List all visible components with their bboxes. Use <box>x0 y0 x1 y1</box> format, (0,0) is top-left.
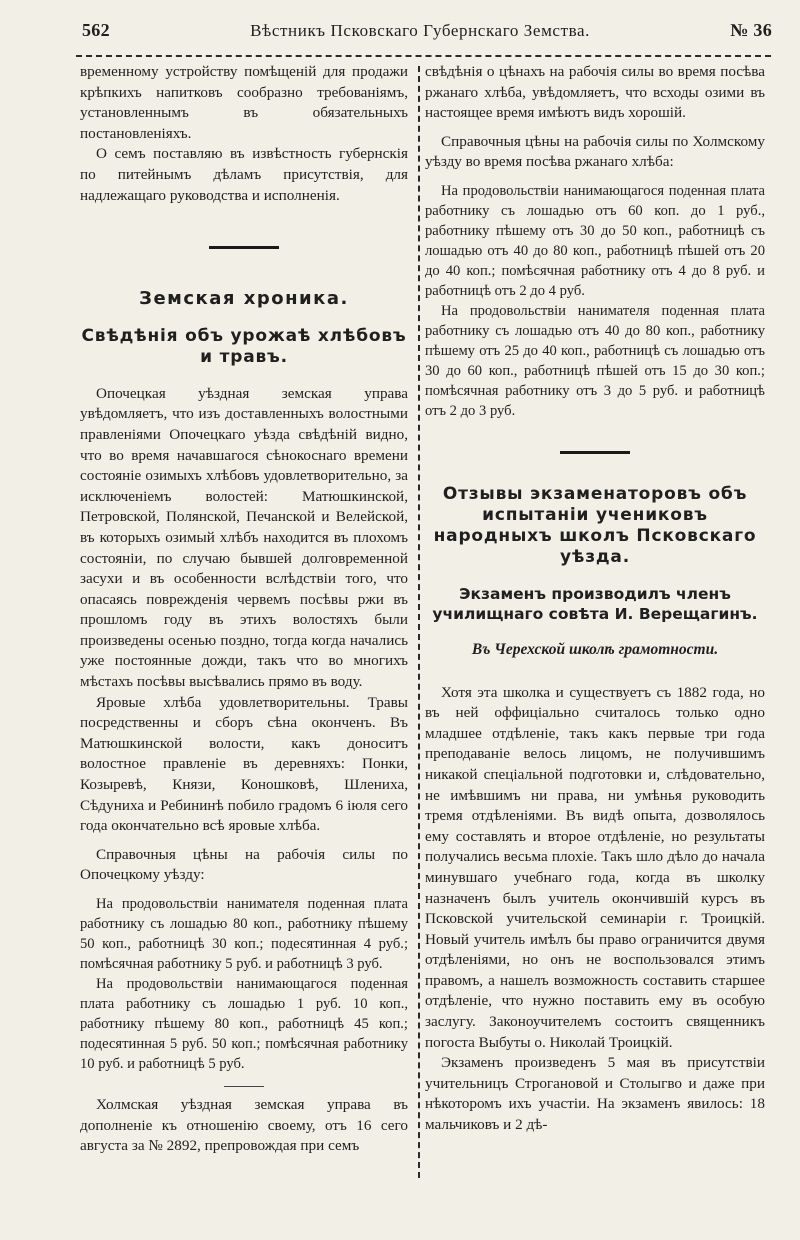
paragraph: На продовольствіи нанимающагося поденная плата работнику съ лошадью отъ 60 коп. до 1 руб., работнику пѣшему отъ 30 до 50 коп., работницѣ съ лошадью отъ 40 до 80 коп., работницѣ пѣшей отъ 20 до 40 коп.; помѣсячная работнику отъ 4 до 8 руб. и работницѣ отъ 2 до 4 руб. <box>425 182 765 299</box>
paragraph: Опочецкая уѣздная земская управа увѣдомляетъ, что изъ доставленныхъ волостными правленіями Опочецкаго уѣзда свѣдѣній видно, что во время начавшагося сѣнокоснаго времени состояніе озимыхъ хлѣбовъ удовлетворительно, за исключеніемъ волостей: Матюшкинской, Петровской, Полянской, Печанской и Велейской, въ которыхъ озимый хлѣбъ находится въ плохомъ состояніи, по случаю бывшей долговременной засухи и въ особенности вслѣдствіи того, что опасаясь поврежденія червемъ посѣвы ржи въ прошломъ году въ этихъ волостяхъ были произведены осенью поздно, тогда когда начались уже постоянные дожди, такъ что во многихъ мѣстахъ посѣвы высѣвались прямо въ воду. <box>80 384 408 691</box>
harvest-heading: Свѣдѣнія объ урожаѣ хлѣбовъ и травъ. <box>81 325 407 367</box>
right-column <box>425 62 765 1136</box>
paragraph: Хотя эта школка и существуетъ съ 1882 года, но въ ней оффиціально считалось только одно младшее отдѣленіе, такъ какъ первые три года преподаваніе велось лицомъ, не получившимъ никакой спеціальной подготовки и, слѣдовательно, не имѣвшимъ ни права, ни умѣнья руководить тремя отдѣленіями. Въ видѣ опыта, дозволялось ему составлять и второе отдѣленіе, но результаты получались весьма плохіе. Такъ шло дѣло до начала минувшаго учебнаго года, когда въ школку назначенъ былъ учитель окончившій курсъ въ Псковской учительской семинаріи г. Троицкій. Новый учитель имѣлъ бы право ограничится двумя отдѣленіями, но онъ не воспользовался этимъ правомъ, а нашелъ возможность составить старшее отдѣленіе, что нужно поставить ему въ особую заслугу. Законоучителемъ состоитъ священникъ погоста Выбуты о. Николай Троицкій. <box>425 683 765 1051</box>
running-title: Вѣстникъ Псковскаго Губернскаго Земства. <box>250 21 590 40</box>
header-rule <box>76 55 771 57</box>
paragraph: Экзаменъ произведенъ 5 мая въ присутствіи учительницъ Строгановой и Столыгво и даже при нѣкоторомъ ихъ участіи. На экзаменъ явилось: 18 мальчиковъ и 2 дѣ- <box>425 1054 765 1134</box>
paragraph: свѣдѣнія о цѣнахъ на рабочія силы во время посѣва ржанаго хлѣба, увѣдомляетъ, что всходы озими въ настоящее время имѣютъ видъ хорошій. <box>425 63 765 122</box>
left-column <box>80 62 408 1157</box>
page-header <box>82 20 772 48</box>
column-divider <box>418 66 420 1178</box>
paragraph: Холмская уѣздная земская управа въ дополненіе къ отношенію своему, отъ 16 сего августа за № 2892, препровождая при семъ <box>80 1096 408 1155</box>
paragraph: О семъ поставляю въ извѣстность губернскія по питейнымъ дѣламъ присутствія, для надлежащаго руководства и исполненія. <box>80 145 408 204</box>
issue-number: № 36 <box>730 20 772 40</box>
paragraph: На продовольствіи нанимающагося поденная плата работнику съ лошадью 1 руб. 10 коп., работнику пѣшему 80 коп., работницѣ 45 коп.; подесятинная 5 руб. 50 коп.; помѣсячная работнику 10 руб. и работницѣ 5 руб. <box>80 976 408 1072</box>
paragraph: временному устройству помѣщеній для продажи крѣпкихъ напитковъ сообразно требованіямъ, установленнымъ въ обязательныхъ постановленіяхъ. <box>80 63 408 142</box>
paragraph: Справочныя цѣны на рабочія силы по Холмскому уѣзду во время посѣва ржанаго хлѣба: <box>425 132 765 171</box>
chronicle-heading: Земская хроника. <box>139 288 349 310</box>
exam-subheading: Экзаменъ производилъ членъ училищнаго совѣта И. Верещагинъ. <box>432 584 758 623</box>
paragraph: Справочныя цѣны на рабочія силы по Опочецкому уѣзду: <box>80 845 408 884</box>
paragraph: На продовольствіи нанимателя поденная плата работнику съ лошадью отъ 40 до 80 коп., работнику пѣшему отъ 25 до 40 коп., работницѣ съ лошадью отъ 30 до 60 коп., работницѣ пѣшей отъ 15 до 30 коп.; помѣсячная работнику отъ 3 до 5 руб. и работницѣ отъ 2 до 3 руб. <box>425 302 765 419</box>
page-number: 562 <box>82 20 110 40</box>
school-heading: Въ Черехской школѣ грамотности. <box>471 640 719 658</box>
paragraph: На продовольствіи нанимателя поденная плата работнику съ лошадью 80 коп., работнику пѣшему 50 коп., работницѣ 30 коп.; подесятинная 4 руб.; помѣсячная работнику 5 руб. и работницѣ 3 руб. <box>80 896 408 972</box>
paragraph: Яровые хлѣба удовлетворительны. Травы посредственны и сборъ сѣна оконченъ. Въ Матюшкинской волости, какъ доноситъ волостное правленіе въ деревняхъ: Понки, Козыревѣ, Князи, Коношковѣ, Шлениха, Сѣдуниха и Ребининѣ побило градомъ 6 іюля сего года окончательно всѣ яровые хлѣба. <box>80 693 408 835</box>
exam-heading: Отзывы экзаменаторовъ объ испытаніи учениковъ народныхъ школъ Псковскаго уѣзда. <box>433 483 757 567</box>
